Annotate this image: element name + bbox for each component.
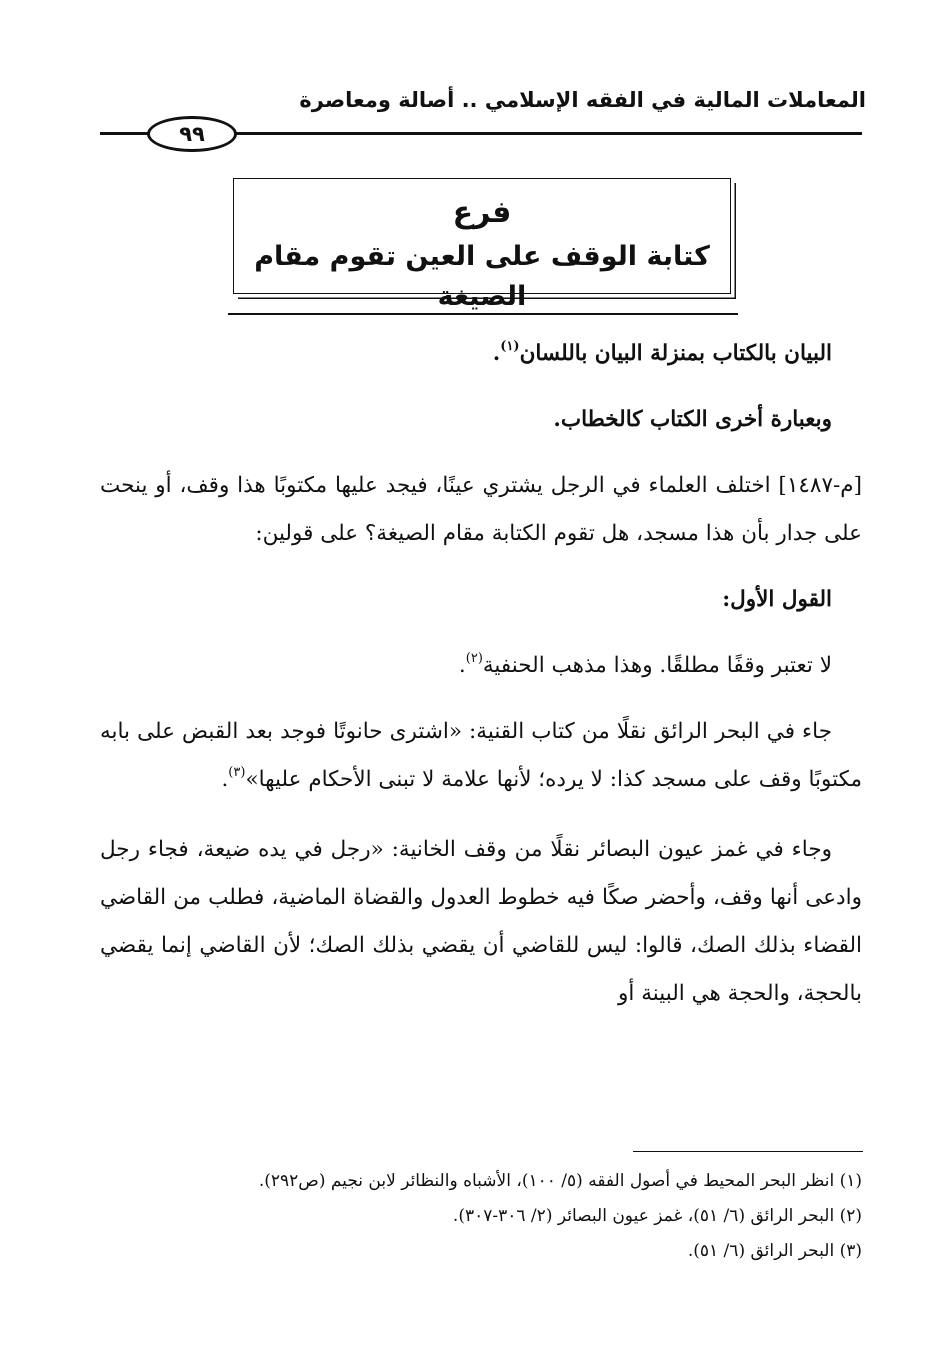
footnote-ref-1: (١) bbox=[500, 339, 520, 354]
body-text bbox=[100, 330, 862, 1018]
running-header: المعاملات المالية في الفقه الإسلامي .. أصالة ومعاصرة bbox=[299, 88, 866, 112]
footnotes bbox=[100, 1164, 862, 1269]
title-underline bbox=[228, 313, 738, 315]
footnote-3: (٣) البحر الرائق (٦/ ٥١). bbox=[687, 1241, 862, 1261]
paragraph-3: [م-١٤٨٧] اختلف العلماء في الرجل يشتري عينًا، فيجد عليها مكتوبًا هذا وقف، أو ينحت على جدار بأن هذا مسجد، هل تقوم الكتابة مقام الصيغة؟ على قولين: bbox=[100, 473, 862, 546]
section-title-box bbox=[233, 178, 731, 312]
footnote-ref-3: (٣) bbox=[228, 765, 246, 780]
section-kicker: فرع bbox=[452, 195, 512, 230]
footnote-ref-2: (٢) bbox=[465, 651, 483, 666]
section-title: كتابة الوقف على العين تقوم مقام الصيغة bbox=[254, 241, 710, 312]
paragraph-5 bbox=[100, 642, 862, 690]
footnote-2: (٢) البحر الرائق (٦/ ٥١)، غمز عيون البصائر (٢/ ٣٠٦-٣٠٧). bbox=[452, 1206, 862, 1226]
paragraph-6-text: جاء في البحر الرائق نقلًا من كتاب القنية: «اشترى حانوتًا فوجد بعد القبض على بابه مكتوبًا وقف على مسجد كذا: لا يرده؛ لأنها علامة لا تبنى الأحكام عليها» bbox=[100, 719, 862, 792]
paragraph-1-text: البيان بالكتاب بمنزلة البيان باللسان bbox=[519, 341, 832, 366]
paragraph-5-end: . bbox=[458, 653, 466, 678]
paragraph-7: وجاء في غمز عيون البصائر نقلًا من وقف الخانية: «رجل في يده ضيعة، فجاء رجل وادعى أنها وقف، وأحضر صكًا فيه خطوط العدول والقضاة الماضية، فطلب من القاضي القضاء بذلك الصك، قالوا: ليس للقاضي أن يقضي بذلك الصك؛ لأن القاضي إنما يقضي بالحجة، والحجة هي البينة أو bbox=[100, 837, 862, 1006]
paragraph-1 bbox=[100, 330, 862, 378]
paragraph-4: القول الأول: bbox=[722, 587, 832, 612]
paragraph-2: وبعبارة أخرى الكتاب كالخطاب. bbox=[553, 407, 832, 432]
paragraph-1-end: . bbox=[492, 341, 501, 366]
paragraph-6 bbox=[100, 708, 862, 804]
paragraph-6-end: . bbox=[221, 767, 229, 792]
page-number: ٩٩ bbox=[147, 116, 237, 152]
footnote-1: (١) انظر البحر المحيط في أصول الفقه (٥/ ١٠٠)، الأشباه والنظائر لابن نجيم (ص٢٩٢). bbox=[258, 1171, 862, 1191]
paragraph-5-text: لا تعتبر وقفًا مطلقًا. وهذا مذهب الحنفية bbox=[482, 653, 832, 678]
footnote-rule bbox=[633, 1151, 863, 1152]
